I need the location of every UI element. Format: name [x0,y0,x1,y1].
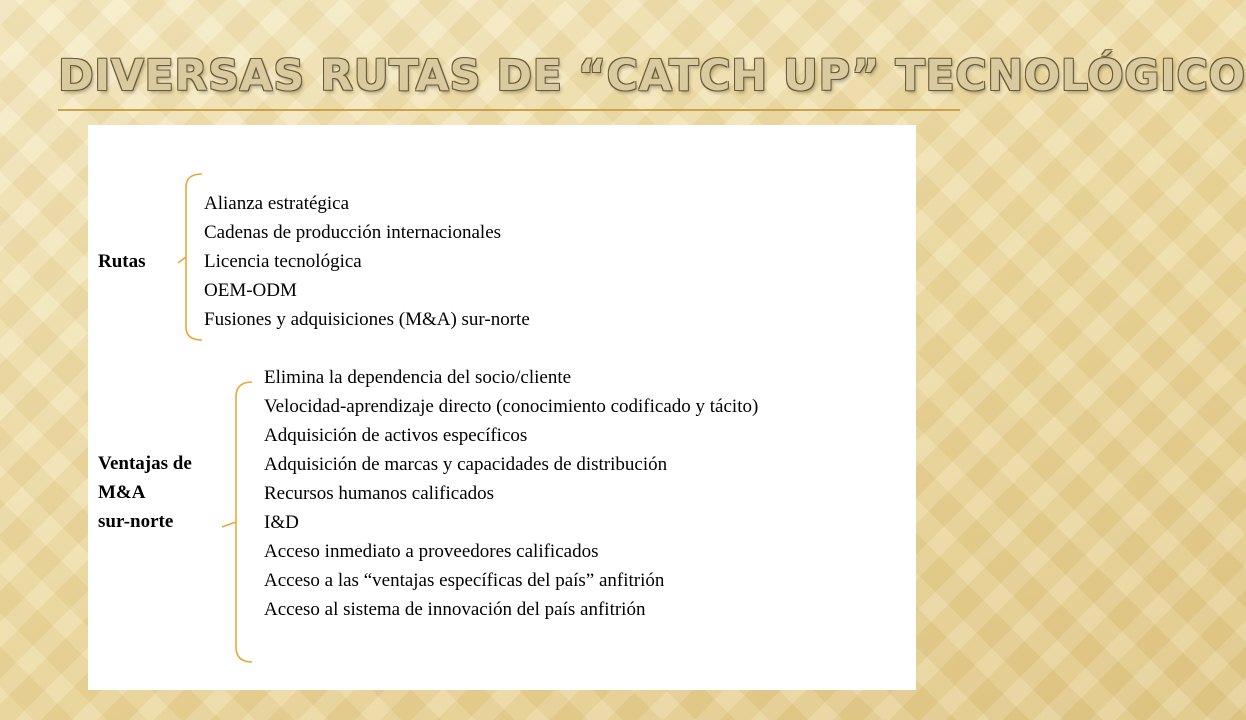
rutas-label: Rutas [98,251,146,272]
ventajas-list [264,363,758,624]
title-rule [58,109,960,111]
list-item: Alianza estratégica [204,193,350,214]
list-item: Acceso inmediato a proveedores calificados [264,541,599,562]
list-item: Acceso al sistema de innovación del país anfitrión [264,599,646,620]
list-item: OEM-ODM [204,280,297,301]
ventajas-label-line: sur-norte [98,511,174,532]
ventajas-label-line: M&A [98,482,146,503]
list-item: Elimina la dependencia del socio/cliente [264,367,572,388]
list-item: Adquisición de marcas y capacidades de distribución [264,454,668,475]
list-item: Licencia tecnológica [204,251,362,272]
rutas-list [204,189,530,334]
list-item: Fusiones y adquisiciones (M&A) sur-norte [204,309,530,330]
rutas-brace [178,173,202,341]
content-panel [88,125,916,690]
ventajas-label [98,449,192,536]
list-item: Adquisición de activos específicos [264,425,528,446]
list-item: Acceso a las “ventajas específicas del país” anfitrión [264,570,665,591]
ventajas-label-line: Ventajas de [98,453,192,474]
list-item: I&D [264,512,299,533]
ventajas-brace [222,381,252,663]
list-item: Velocidad-aprendizaje directo (conocimiento codificado y tácito) [264,396,759,417]
list-item: Recursos humanos calificados [264,483,495,504]
slide-title: DIVERSAS RUTAS DE “CATCH UP” TECNOLÓGICO [58,51,1246,101]
list-item: Cadenas de producción internacionales [204,222,502,243]
